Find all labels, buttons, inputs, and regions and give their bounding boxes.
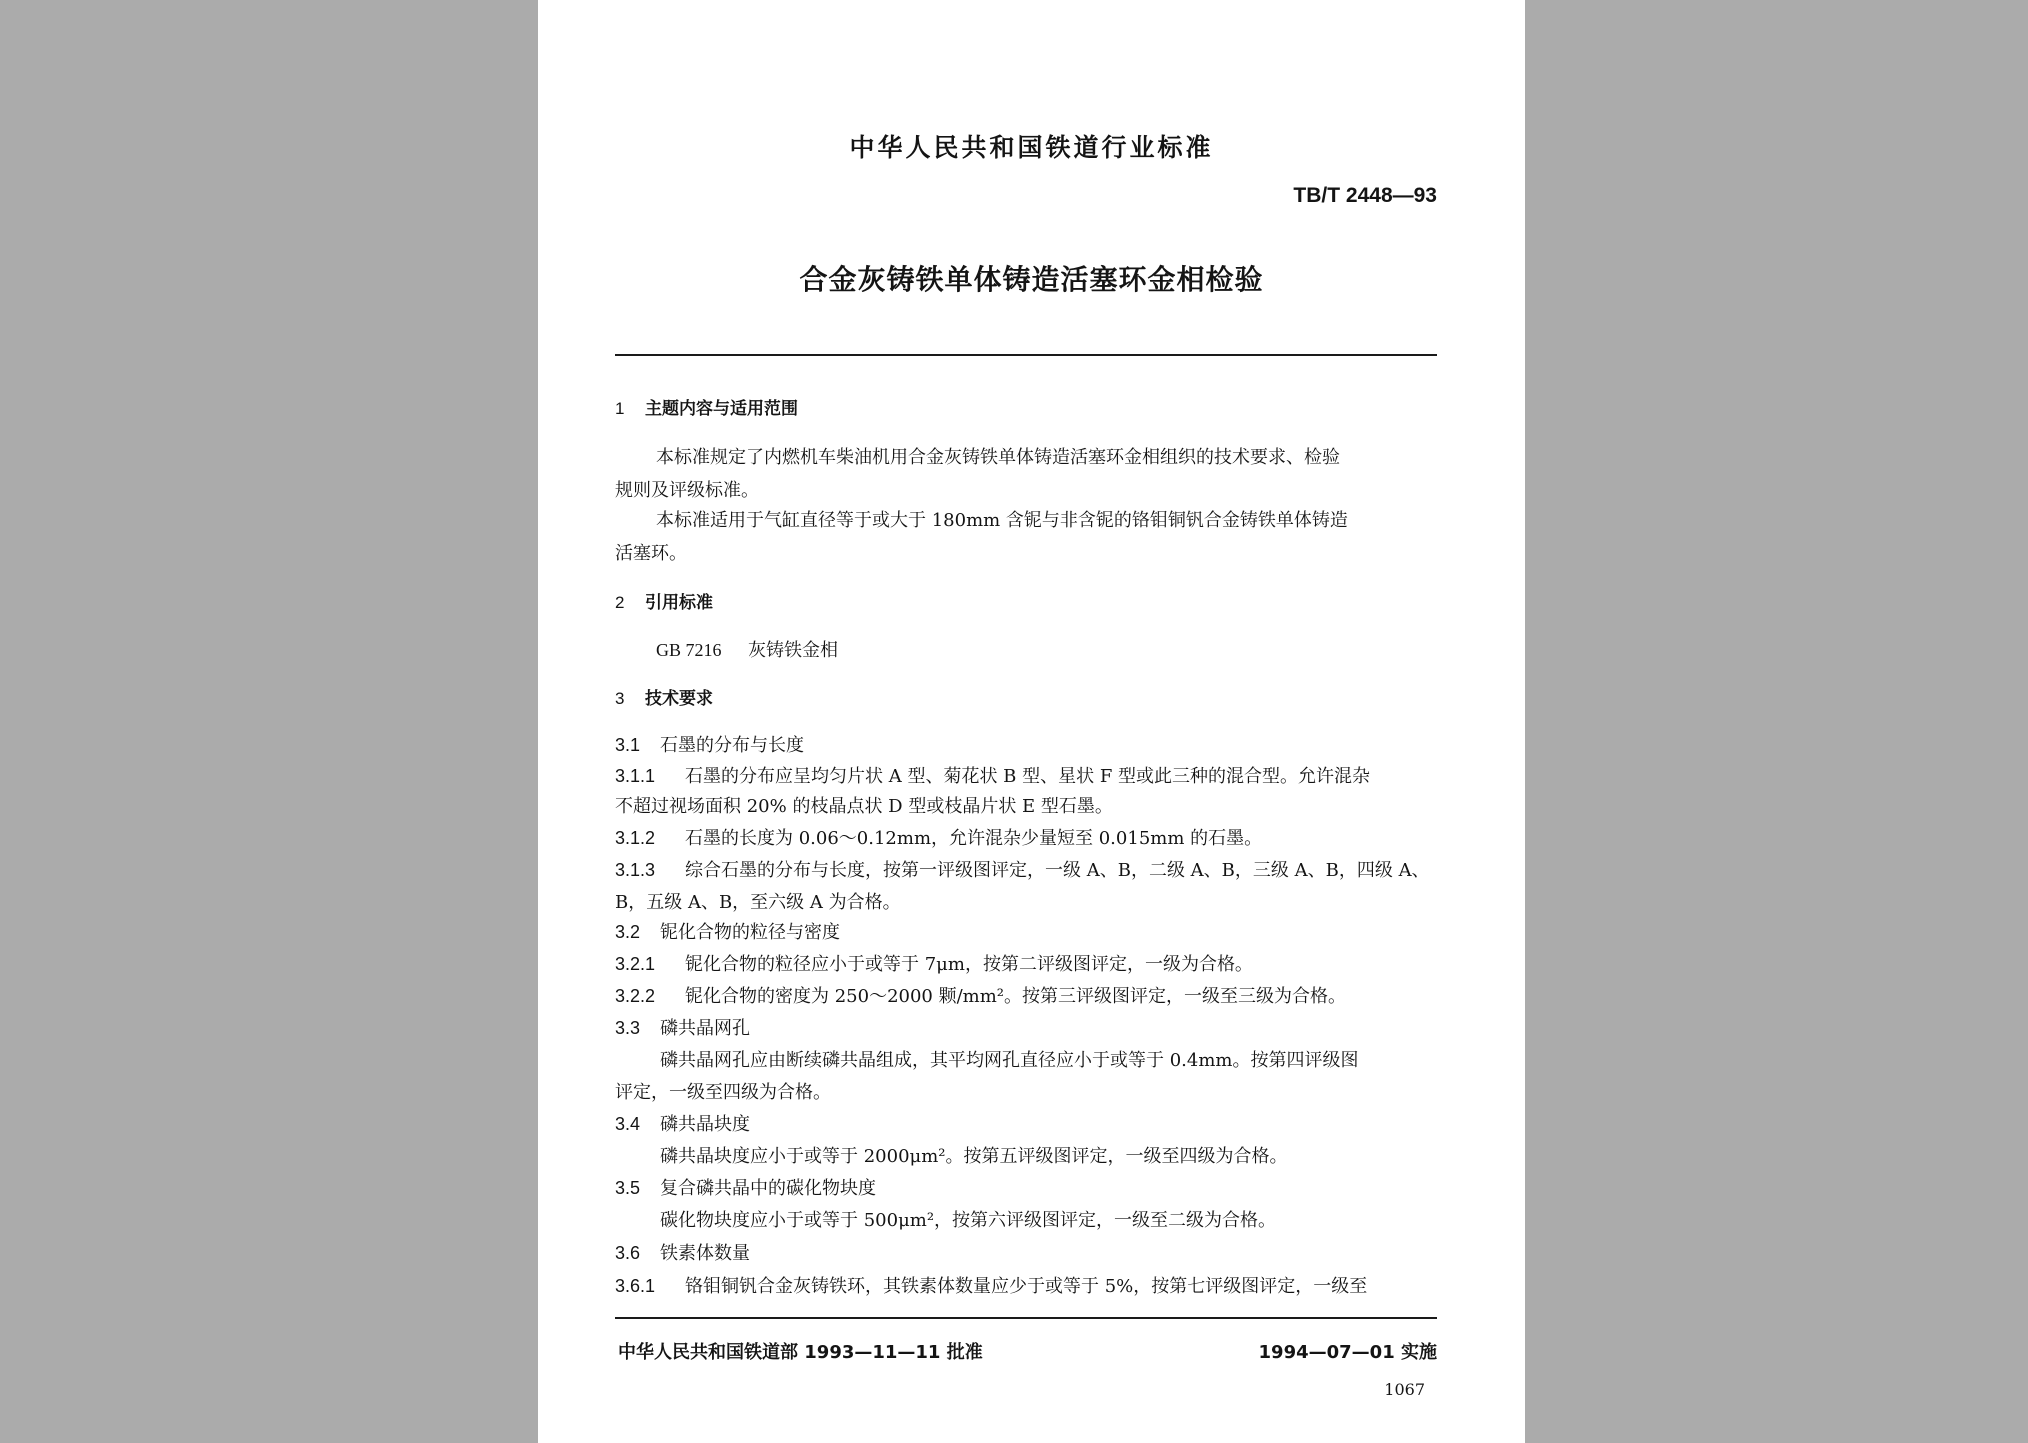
standard-code: TB/T 2448—93	[1293, 184, 1437, 207]
standard-organization: 中华人民共和国铁道行业标准	[849, 133, 1214, 162]
clause-text: 铬钼铜钒合金灰铸铁环，其铁素体数量应少于或等于 5%，按第七评级图评定，一级至	[685, 1276, 1368, 1297]
clause-number: 3.1.1	[615, 766, 656, 786]
clause-number: 3.1.2	[615, 828, 656, 848]
footer-divider	[615, 1317, 1437, 1319]
paragraph-line: 评定，一级至四级为合格。	[615, 1082, 831, 1103]
section-title: 主题内容与适用范围	[645, 399, 798, 419]
section-title: 技术要求	[645, 689, 713, 709]
page-number: 1067	[1384, 1380, 1425, 1399]
clause-text: 磷共晶块度	[660, 1114, 750, 1135]
paragraph-line: 磷共晶网孔应由断续磷共晶组成，其平均网孔直径应小于或等于 0.4mm。按第四评级图	[660, 1050, 1359, 1071]
section-number: 1	[615, 399, 625, 418]
clause-number: 3.3	[615, 1018, 641, 1038]
paragraph-line: 碳化物块度应小于或等于 500μm²，按第六评级图评定，一级至二级为合格。	[660, 1210, 1277, 1231]
clause-number: 3.4	[615, 1114, 641, 1134]
clause-3-2-1	[615, 950, 1253, 976]
paragraph-line: 本标准适用于气缸直径等于或大于 180mm 含铌与非含铌的铬钼铜钒合金铸铁单体铸造	[656, 510, 1348, 531]
clause-number: 3.1.3	[615, 860, 656, 880]
clause-3-1	[615, 731, 804, 757]
reference-standard	[656, 636, 838, 662]
clause-number: 3.6.1	[615, 1276, 656, 1296]
clause-number: 3.6	[615, 1243, 641, 1263]
clause-number: 3.5	[615, 1178, 641, 1198]
section-number: 3	[615, 689, 625, 708]
paragraph-line: 活塞环。	[615, 543, 687, 564]
paragraph-line: 不超过视场面积 20% 的枝晶点状 D 型或枝晶片状 E 型石墨。	[615, 796, 1113, 817]
reference-name: 灰铸铁金相	[748, 640, 838, 661]
document-page	[538, 0, 1525, 1443]
paragraph-line: 规则及评级标准。	[615, 480, 759, 501]
clause-3-2-2	[615, 982, 1346, 1008]
clause-text: 综合石墨的分布与长度，按第一评级图评定，一级 A、B，二级 A、B，三级 A、B，四级 A、	[685, 860, 1430, 881]
paragraph-line: 本标准规定了内燃机车柴油机用合金灰铸铁单体铸造活塞环金相组织的技术要求、检验	[656, 447, 1340, 468]
clause-text: 石墨的分布与长度	[660, 735, 804, 756]
section-1-heading	[615, 394, 798, 419]
reference-code: GB 7216	[656, 640, 722, 660]
clause-text: 石墨的分布应呈均匀片状 A 型、菊花状 B 型、星状 F 型或此三种的混合型。允许混杂	[685, 766, 1371, 787]
clause-3-4	[615, 1110, 750, 1136]
clause-3-1-3	[615, 856, 1430, 882]
clause-3-1-1	[615, 762, 1370, 788]
document-title: 合金灰铸铁单体铸造活塞环金相检验	[799, 263, 1264, 296]
clause-number: 3.1	[615, 735, 641, 755]
section-title: 引用标准	[645, 593, 713, 613]
clause-3-1-2	[615, 824, 1262, 850]
paragraph-line: B，五级 A、B，至六级 A 为合格。	[615, 892, 901, 913]
clause-number: 3.2.2	[615, 986, 656, 1006]
clause-3-2	[615, 918, 840, 944]
implementation-date: 1994—07—01 实施	[1258, 1342, 1437, 1363]
clause-text: 铌化合物的密度为 250～2000 颗/mm²。按第三评级图评定，一级至三级为合格。	[685, 986, 1347, 1007]
paragraph-line: 磷共晶块度应小于或等于 2000μm²。按第五评级图评定，一级至四级为合格。	[660, 1146, 1288, 1167]
clause-text: 石墨的长度为 0.06～0.12mm，允许混杂少量短至 0.015mm 的石墨。	[685, 828, 1263, 849]
clause-3-3	[615, 1014, 750, 1040]
approval-line: 中华人民共和国铁道部 1993—11—11 批准	[618, 1342, 983, 1363]
clause-text: 铌化合物的粒径与密度	[660, 922, 840, 943]
section-number: 2	[615, 593, 625, 612]
clause-text: 复合磷共晶中的碳化物块度	[660, 1178, 876, 1199]
clause-3-6	[615, 1239, 750, 1265]
clause-3-6-1	[615, 1272, 1367, 1298]
clause-text: 铁素体数量	[660, 1243, 750, 1264]
clause-number: 3.2.1	[615, 954, 656, 974]
clause-number: 3.2	[615, 922, 641, 942]
section-3-heading	[615, 684, 713, 709]
clause-3-5	[615, 1174, 876, 1200]
title-divider	[615, 354, 1437, 356]
clause-text: 铌化合物的粒径应小于或等于 7μm，按第二评级图评定，一级为合格。	[685, 954, 1253, 975]
clause-text: 磷共晶网孔	[660, 1018, 750, 1039]
section-2-heading	[615, 588, 713, 613]
